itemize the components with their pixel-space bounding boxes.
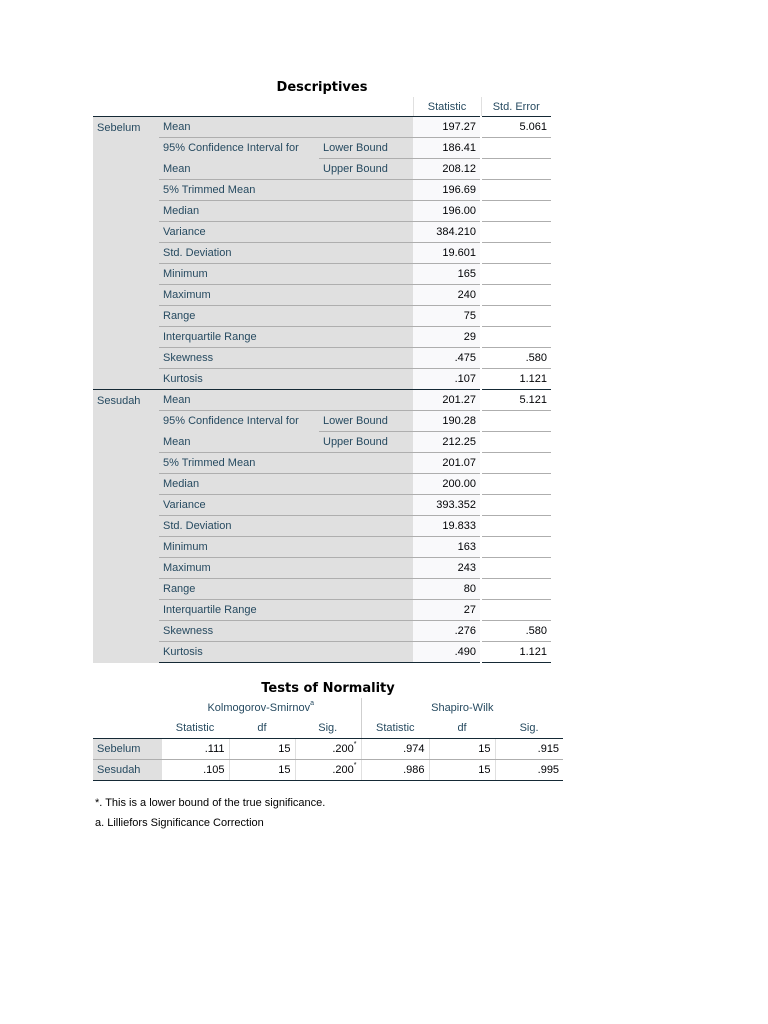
value-cell: 186.41 xyxy=(413,138,481,159)
se-cell xyxy=(481,411,551,432)
row-label: Variance xyxy=(159,495,413,516)
row-label: Interquartile Range xyxy=(159,600,413,621)
table-row xyxy=(93,579,551,600)
row-label: Minimum xyxy=(159,264,413,285)
value-cell: .475 xyxy=(413,348,481,369)
table-row xyxy=(93,159,551,180)
footnote-significance: *. This is a lower bound of the true significance. xyxy=(95,797,326,809)
value-cell: 240 xyxy=(413,285,481,306)
se-cell: 1.121 xyxy=(481,369,551,390)
row-sublabel: Lower Bound xyxy=(319,138,413,159)
row-label: 5% Trimmed Mean xyxy=(159,453,413,474)
row-label: Mean xyxy=(159,390,413,411)
ks-statistic-cell: .105 xyxy=(161,760,229,781)
sw-sig-cell: .995 xyxy=(495,760,563,781)
row-label: Maximum xyxy=(159,285,413,306)
row-label: Mean xyxy=(159,159,319,180)
table-row xyxy=(93,285,551,306)
row-label: Skewness xyxy=(159,621,413,642)
table-row xyxy=(93,558,551,579)
sw-sig-header: Sig. xyxy=(495,718,563,739)
se-cell: .580 xyxy=(481,621,551,642)
se-cell xyxy=(481,243,551,264)
row-label: Range xyxy=(159,579,413,600)
se-cell xyxy=(481,432,551,453)
table-row xyxy=(93,201,551,222)
se-cell xyxy=(481,516,551,537)
footnote-lilliefors: a. Lilliefors Significance Correction xyxy=(95,817,264,829)
value-cell: 19.601 xyxy=(413,243,481,264)
value-cell: 27 xyxy=(413,600,481,621)
se-cell xyxy=(481,495,551,516)
value-cell: 29 xyxy=(413,327,481,348)
se-cell xyxy=(481,159,551,180)
se-cell xyxy=(481,138,551,159)
table-row xyxy=(93,390,551,411)
row-label: Minimum xyxy=(159,537,413,558)
value-cell: .107 xyxy=(413,369,481,390)
value-cell: 75 xyxy=(413,306,481,327)
value-cell: 243 xyxy=(413,558,481,579)
sw-statistic-cell: .974 xyxy=(361,739,429,760)
row-label: 5% Trimmed Mean xyxy=(159,180,413,201)
value-cell: 196.00 xyxy=(413,201,481,222)
sw-statistic-cell: .986 xyxy=(361,760,429,781)
ks-df-cell: 15 xyxy=(229,760,295,781)
ks-header-label: Kolmogorov-Smirnov xyxy=(207,702,311,714)
group-label: Sesudah xyxy=(93,390,159,663)
ks-sig-value: .200 xyxy=(332,764,354,776)
value-cell: 190.28 xyxy=(413,411,481,432)
normality-header-row-2 xyxy=(93,718,563,739)
ks-group-header xyxy=(161,698,361,718)
se-cell xyxy=(481,600,551,621)
table-row xyxy=(93,327,551,348)
row-label: Sesudah xyxy=(93,760,161,781)
normality-table xyxy=(93,698,563,781)
se-cell xyxy=(481,327,551,348)
row-label: Mean xyxy=(159,432,319,453)
table-row xyxy=(93,432,551,453)
row-sublabel: Lower Bound xyxy=(319,411,413,432)
se-cell xyxy=(481,180,551,201)
row-label: Interquartile Range xyxy=(159,327,413,348)
normality-header-row-1 xyxy=(93,698,563,718)
table-row xyxy=(93,739,563,760)
row-label: Median xyxy=(159,201,413,222)
table-row xyxy=(93,621,551,642)
col-statistic-header: Statistic xyxy=(413,97,481,117)
row-label: Mean xyxy=(159,117,413,138)
se-cell xyxy=(481,306,551,327)
descriptives-header-row xyxy=(93,97,551,117)
sw-sig-cell: .915 xyxy=(495,739,563,760)
row-label: Sebelum xyxy=(93,739,161,760)
sw-df-cell: 15 xyxy=(429,739,495,760)
se-cell xyxy=(481,453,551,474)
ks-statistic-cell: .111 xyxy=(161,739,229,760)
sig-footnote-marker: * xyxy=(353,762,357,769)
se-cell xyxy=(481,285,551,306)
se-cell xyxy=(481,537,551,558)
se-cell: 1.121 xyxy=(481,642,551,663)
col-std-error-header: Std. Error xyxy=(481,97,551,117)
sig-footnote-marker: * xyxy=(353,741,357,748)
value-cell: 80 xyxy=(413,579,481,600)
ks-sig-cell xyxy=(295,739,361,760)
row-label: Std. Deviation xyxy=(159,243,413,264)
se-cell: .580 xyxy=(481,348,551,369)
table-row xyxy=(93,369,551,390)
value-cell: 212.25 xyxy=(413,432,481,453)
row-label: Skewness xyxy=(159,348,413,369)
table-row xyxy=(93,495,551,516)
table-row xyxy=(93,760,563,781)
se-cell xyxy=(481,201,551,222)
value-cell: 208.12 xyxy=(413,159,481,180)
row-sublabel: Upper Bound xyxy=(319,432,413,453)
value-cell: 393.352 xyxy=(413,495,481,516)
row-label: Range xyxy=(159,306,413,327)
table-row xyxy=(93,117,551,138)
table-row xyxy=(93,243,551,264)
value-cell: 197.27 xyxy=(413,117,481,138)
row-label: Kurtosis xyxy=(159,369,413,390)
table-row xyxy=(93,474,551,495)
table-row xyxy=(93,264,551,285)
se-cell xyxy=(481,579,551,600)
value-cell: 196.69 xyxy=(413,180,481,201)
ks-df-cell: 15 xyxy=(229,739,295,760)
table-row xyxy=(93,222,551,243)
row-label: Kurtosis xyxy=(159,642,413,663)
se-cell: 5.121 xyxy=(481,390,551,411)
table-row xyxy=(93,600,551,621)
value-cell: 200.00 xyxy=(413,474,481,495)
table-row xyxy=(93,138,551,159)
value-cell: 165 xyxy=(413,264,481,285)
value-cell: 163 xyxy=(413,537,481,558)
row-sublabel: Upper Bound xyxy=(319,159,413,180)
ks-sig-cell xyxy=(295,760,361,781)
ks-df-header: df xyxy=(229,718,295,739)
group-label: Sebelum xyxy=(93,117,159,390)
value-cell: .490 xyxy=(413,642,481,663)
table-row xyxy=(93,180,551,201)
value-cell: .276 xyxy=(413,621,481,642)
descriptives-table xyxy=(93,97,551,663)
se-cell xyxy=(481,222,551,243)
row-label: 95% Confidence Interval for xyxy=(159,138,319,159)
row-label: Variance xyxy=(159,222,413,243)
sw-df-header: df xyxy=(429,718,495,739)
value-cell: 384.210 xyxy=(413,222,481,243)
se-cell xyxy=(481,558,551,579)
row-label: Std. Deviation xyxy=(159,516,413,537)
row-label: Median xyxy=(159,474,413,495)
table-row xyxy=(93,411,551,432)
table-row xyxy=(93,348,551,369)
se-cell xyxy=(481,474,551,495)
ks-statistic-header: Statistic xyxy=(161,718,229,739)
ks-footnote-marker: a xyxy=(310,700,315,707)
value-cell: 201.27 xyxy=(413,390,481,411)
table-row xyxy=(93,306,551,327)
normality-title: Tests of Normality xyxy=(261,681,395,696)
value-cell: 19.833 xyxy=(413,516,481,537)
value-cell: 201.07 xyxy=(413,453,481,474)
descriptives-title: Descriptives xyxy=(276,80,368,95)
table-row xyxy=(93,642,551,663)
ks-sig-header: Sig. xyxy=(295,718,361,739)
table-row xyxy=(93,516,551,537)
se-cell xyxy=(481,264,551,285)
sw-df-cell: 15 xyxy=(429,760,495,781)
table-row xyxy=(93,537,551,558)
row-label: Maximum xyxy=(159,558,413,579)
se-cell: 5.061 xyxy=(481,117,551,138)
sw-group-header: Shapiro-Wilk xyxy=(361,698,563,718)
row-label: 95% Confidence Interval for xyxy=(159,411,319,432)
table-row xyxy=(93,453,551,474)
ks-sig-value: .200 xyxy=(332,743,354,755)
sw-statistic-header: Statistic xyxy=(361,718,429,739)
